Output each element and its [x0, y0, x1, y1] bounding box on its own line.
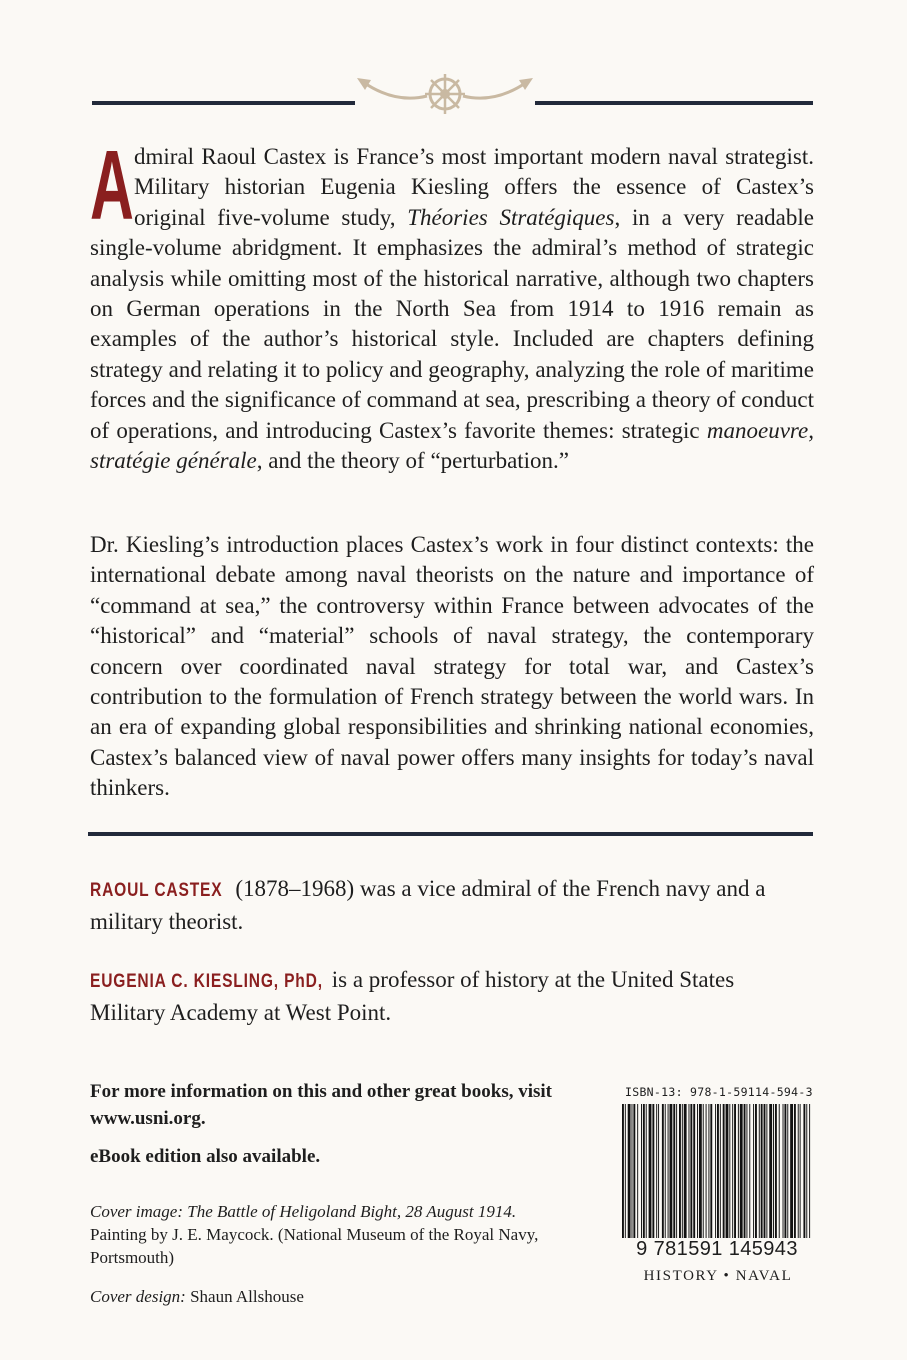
- barcode-bar: [693, 1104, 695, 1246]
- p1-text-a: dmiral Raoul Castex is France’s most important modern naval strategist. Military historian Eugenia Kiesling offers the essence of Castex’s original five-volume study,: [134, 144, 814, 230]
- barcode-bar: [809, 1104, 810, 1246]
- barcode-bar: [798, 1104, 799, 1246]
- top-rule-right: [535, 101, 813, 105]
- barcode-bar: [703, 1104, 704, 1246]
- barcode-bar: [726, 1104, 729, 1246]
- barcode-bar: [662, 1104, 664, 1246]
- barcode-bar: [658, 1104, 659, 1246]
- barcode-bar: [652, 1104, 654, 1246]
- barcode-bar: [766, 1104, 767, 1246]
- description-paragraph-1: [90, 130, 814, 476]
- author-bio-castex: [90, 873, 814, 937]
- barcode-bar: [773, 1104, 774, 1246]
- barcode-bar: [755, 1104, 757, 1246]
- p1-italic-themes: manoeuvre, stratégie générale: [90, 417, 814, 474]
- barcode-bar: [649, 1104, 652, 1246]
- barcode-bar: [744, 1104, 746, 1246]
- barcode-bar: [706, 1104, 707, 1246]
- barcode-bar: [806, 1104, 807, 1246]
- cover-image-detail: Painting by J. E. Maycock. (National Museum of the Royal Navy, Portsmouth): [90, 1225, 539, 1267]
- barcode-bar: [625, 1104, 626, 1246]
- barcode-bar: [717, 1104, 719, 1246]
- barcode-bar: [668, 1104, 669, 1246]
- p1-text-c: , and the theory of “perturbation.”: [256, 448, 570, 474]
- author-bio-kiesling: [90, 964, 814, 1028]
- description-paragraph-2: Dr. Kiesling’s introduction places Castex’s work in four distinct contexts: the international debate among naval theorists on the nature and importance of “command at sea,” the controversy within France between advocates of the “historical” and “material” schools of naval strategy, the contemporary concern over coordinated naval strategy for total war, and Castex’s contribution to the formulation of French strategy between the world wars. In an era of expanding global responsibilities and shrinking national economies, Castex’s balanced view of naval power offers many insights for today’s naval thinkers.: [90, 532, 814, 801]
- cover-design-label: Cover design:: [90, 1287, 186, 1306]
- barcode-bar: [622, 1104, 624, 1246]
- barcode-bar: [803, 1104, 805, 1246]
- barcode-icon: [620, 1104, 812, 1246]
- barcode-bar: [746, 1104, 747, 1246]
- ebook-note: eBook edition also available.: [90, 1146, 321, 1167]
- barcode-bar: [764, 1104, 766, 1246]
- cover-image-title: The Battle of Heligoland Bight, 28 August 1914.: [187, 1202, 517, 1221]
- barcode-bar: [732, 1104, 733, 1246]
- barcode-bar: [676, 1104, 677, 1246]
- author-bio: is a professor of history at the United States Military Academy at West Point.: [90, 967, 735, 1025]
- barcode-bar: [633, 1104, 635, 1246]
- barcode-bar: [699, 1104, 702, 1246]
- barcode-bar: [665, 1104, 666, 1246]
- barcode-bar: [753, 1104, 754, 1246]
- drop-cap: A: [90, 130, 134, 240]
- barcode-bar: [738, 1104, 739, 1246]
- barcode-bar: [708, 1104, 709, 1246]
- barcode-bar: [673, 1104, 675, 1246]
- barcode-bar: [690, 1104, 692, 1246]
- barcode-bar: [684, 1104, 687, 1246]
- barcode-bar: [779, 1104, 780, 1246]
- barcode-bar: [740, 1104, 743, 1246]
- middle-rule: [88, 832, 813, 836]
- barcode-bar: [783, 1104, 784, 1246]
- barcode-bar: [800, 1104, 801, 1246]
- barcode-bar: [715, 1104, 716, 1246]
- barcode-bar: [784, 1104, 786, 1246]
- barcode-bar: [632, 1104, 633, 1246]
- barcode-bar: [646, 1104, 647, 1246]
- barcode-bar: [749, 1104, 750, 1246]
- cover-image-credit: [90, 1200, 550, 1269]
- barcode-bar: [697, 1104, 698, 1246]
- barcode-bar: [775, 1104, 777, 1246]
- barcode-bar: [787, 1104, 788, 1246]
- barcode-bar: [759, 1104, 760, 1246]
- top-rule-left: [92, 101, 355, 105]
- p1-text-b: , in a very readable single-volume abridgment. It emphasizes the admiral’s method of strategic analysis while omitting most of the historical narrative, although two chapters on German operations in the North Sea from 1914 to 1916 remain as examples of the author’s historical style. Included are chapters defining strategy and relating it to policy and geography, analyzing the role of maritime forces and the significance of command at sea, prescribing a theory of conduct of operations, and introducing Castex’s favorite themes: strategic: [90, 204, 814, 443]
- cover-design-name: Shaun Allshouse: [190, 1287, 304, 1306]
- isbn-label: ISBN-13: 978-1-59114-594-3: [625, 1085, 813, 1099]
- ship-wheel-ornament-icon: [355, 72, 535, 122]
- barcode-bar: [643, 1104, 645, 1246]
- barcode-bar: [670, 1104, 673, 1246]
- category-label: HISTORY • NAVAL: [643, 1268, 793, 1284]
- barcode-bar: [637, 1104, 638, 1246]
- barcode-bar: [723, 1104, 725, 1246]
- barcode-bar: [710, 1104, 712, 1246]
- p1-book-title: Théories Stratégiques: [407, 204, 615, 230]
- barcode-bar: [729, 1104, 730, 1246]
- barcode-bar: [794, 1104, 796, 1246]
- author-name: EUGENIA C. KIESLING, PhD,: [90, 971, 323, 992]
- barcode-bar: [689, 1104, 690, 1246]
- cover-design-credit: [90, 1285, 550, 1308]
- barcode-bar: [679, 1104, 681, 1246]
- author-name: RAOUL CASTEX: [90, 880, 223, 901]
- barcode-bar: [720, 1104, 721, 1246]
- cover-image-label: Cover image:: [90, 1202, 184, 1221]
- barcode-bar: [761, 1104, 763, 1246]
- barcode-bar: [682, 1104, 683, 1246]
- barcode-bar: [734, 1104, 736, 1246]
- barcode-bar: [656, 1104, 657, 1246]
- barcode-bar: [790, 1104, 793, 1246]
- barcode-digits: 9 781591 145943: [612, 1238, 822, 1261]
- more-info-text: For more information on this and other great books, visit www.usni.org.: [90, 1081, 552, 1129]
- author-bio: (1878–1968) was a vice admiral of the French navy and a military theorist.: [90, 876, 766, 934]
- barcode-bar: [641, 1104, 642, 1246]
- barcode-bar: [628, 1104, 631, 1246]
- barcode-bar: [769, 1104, 772, 1246]
